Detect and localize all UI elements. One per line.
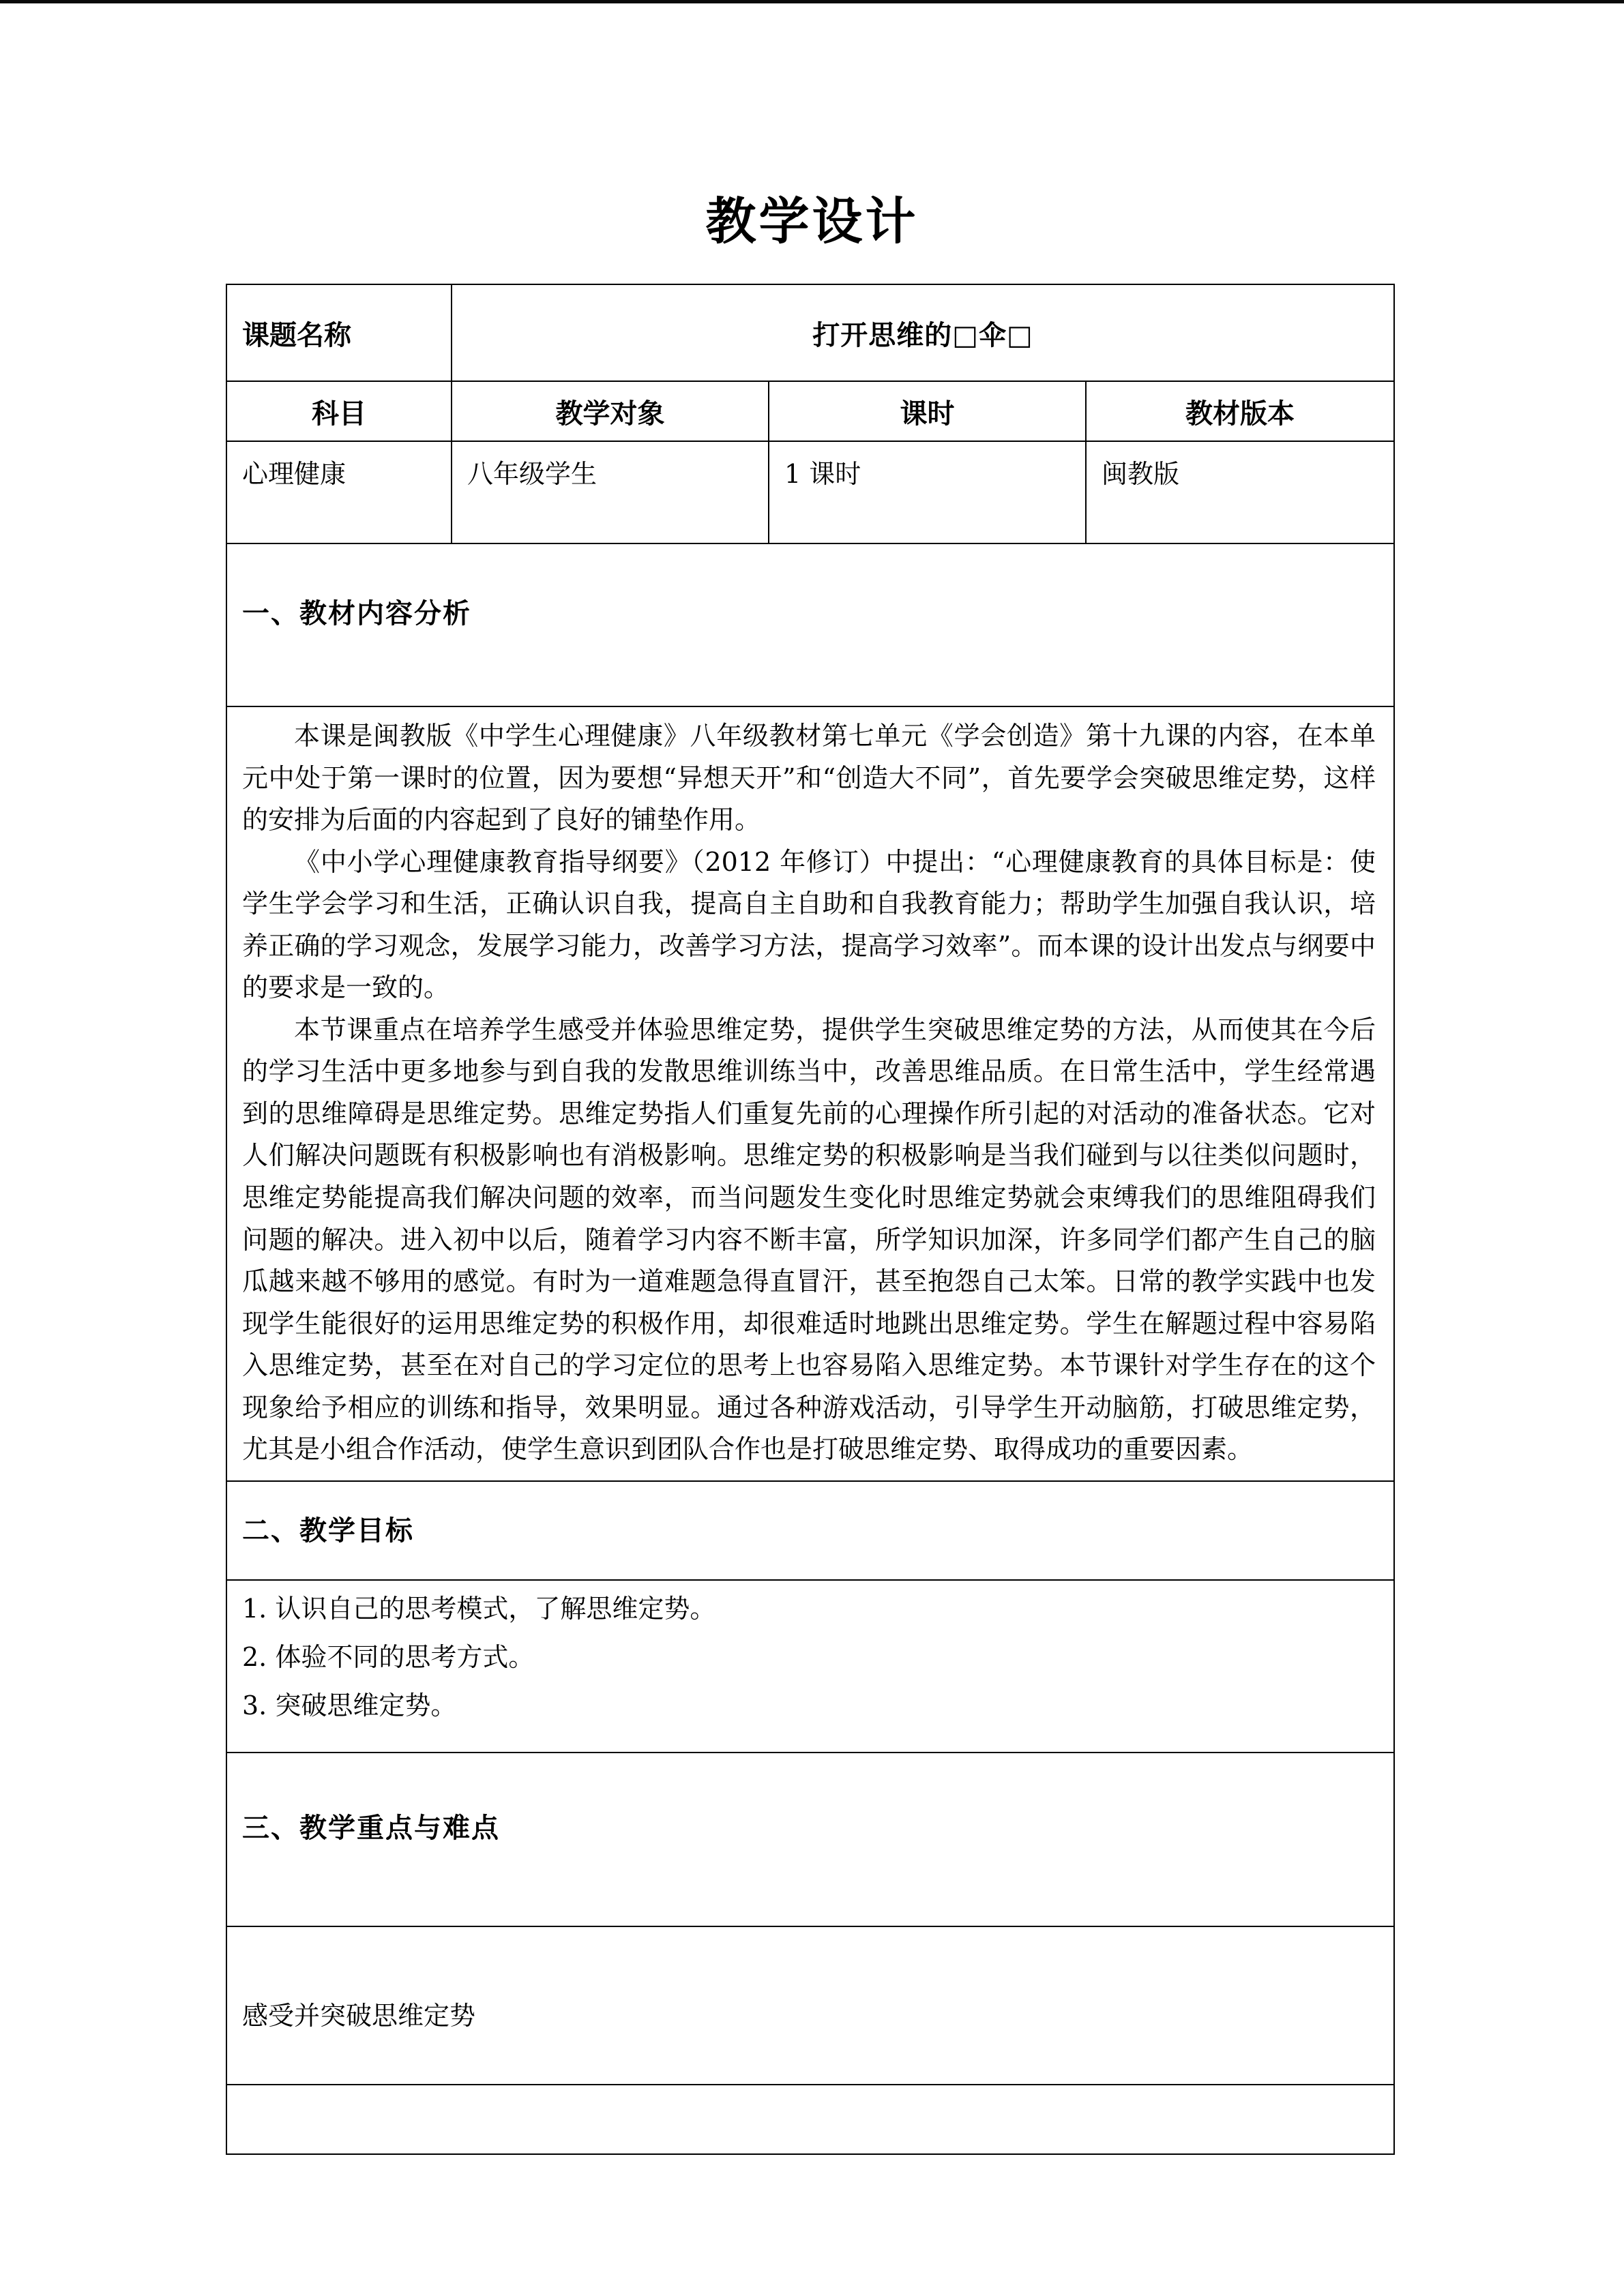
paragraph-3: 本节课重点在培养学生感受并体验思维定势，提供学生突破思维定势的方法，从而使其在今后的学习生活中更多地参与到自我的发散思维训练当中，改善思维品质。在日常生活中，学生经常遇到的思维障碍是思维定势。思维定势指人们重复先前的心理操作所引起的对活动的准备状态。它对人们解决问题既有积极影响也有消极影响。思维定势的积极影响是当我们碰到与以往类似问题时，思维定势能提高我们解决问题的效率，而当问题发生变化时思维定势就会束缚我们的思维阻碍我们问题的解决。进入初中以后，随着学习内容不断丰富，所学知识加深，许多同学们都产生自己的脑瓜越来越不够用的感觉。有时为一道难题急得直冒汗，甚至抱怨自己太笨。日常的教学实践中也发现学生能很好的运用思维定势的积极作用，却很难适时地跳出思维定势。学生在解题过程中容易陷入思维定势，甚至在对自己的学习定位的思考上也容易陷入思维定势。本节课针对学生存在的这个现象给予相应的训练和指导，效果明显。通过各种游戏活动，引导学生开动脑筋，打破思维定势，尤其是小组合作活动，使学生意识到团队合作也是打破思维定势、取得成功的重要因素。	[242, 1014, 1376, 1465]
goal-item-3: 3. 突破思维定势。	[242, 1690, 457, 1721]
section3-body-cell	[226, 1926, 1394, 2085]
table-row-topic	[226, 284, 1394, 381]
section3-heading-cell	[226, 1753, 1394, 1926]
table-row-section2-body	[226, 1580, 1394, 1753]
column-header-audience: 教学对象	[555, 397, 665, 430]
header-cell-audience	[452, 381, 769, 441]
header-cell-edition	[1086, 381, 1394, 441]
table-row-section1-heading	[226, 543, 1394, 706]
trailing-empty-space	[227, 2085, 1393, 2153]
section-heading-teaching-goals: 二、教学目标	[242, 1514, 414, 1547]
section1-body-cell	[226, 706, 1394, 1481]
section-body-material-analysis	[227, 707, 1393, 1480]
topic-label-cell	[226, 284, 452, 381]
table-row-values	[226, 441, 1394, 543]
paragraph-2: 《中小学心理健康教育指导纲要》（2012 年修订）中提出：“心理健康教育的具体目标是：使学生学会学习和生活，正确认识自我，提高自主自助和自我教育能力；帮助学生加强自我认识，培养正确的学习观念，发展学习能力，改善学习方法，提高学习效率”。而本课的设计出发点与纲要中的要求是一致的。	[242, 846, 1376, 1003]
table-row-section3-body	[226, 1926, 1394, 2085]
section-heading-key-points: 三、教学重点与难点	[242, 1812, 500, 1845]
topic-label: 课题名称	[242, 318, 351, 351]
section-body-teaching-goals	[227, 1581, 1393, 1752]
section2-body-cell	[226, 1580, 1394, 1753]
column-header-periods: 课时	[900, 397, 955, 430]
table-row-section2-heading	[226, 1481, 1394, 1580]
table-row-headers	[226, 381, 1394, 441]
goal-item-2: 2. 体验不同的思考方式。	[242, 1641, 535, 1672]
value-cell-subject	[226, 441, 452, 543]
table-row-section3-heading	[226, 1753, 1394, 1926]
column-header-subject: 科目	[312, 397, 366, 430]
table-row-trailing-empty	[226, 2085, 1394, 2154]
header-cell-subject	[226, 381, 452, 441]
lesson-plan-table	[226, 284, 1395, 2155]
section-heading-material-analysis: 一、教材内容分析	[242, 597, 471, 629]
trailing-empty-cell	[226, 2085, 1394, 2154]
topic-value-cell	[452, 284, 1394, 381]
value-subject: 心理健康	[242, 459, 346, 489]
value-edition: 闽教版	[1102, 459, 1180, 489]
header-cell-periods	[769, 381, 1086, 441]
value-audience: 八年级学生	[467, 459, 597, 489]
value-cell-audience	[452, 441, 769, 543]
section2-heading-cell	[226, 1481, 1394, 1580]
topic-value: 打开思维的□伞□	[812, 318, 1033, 351]
value-cell-periods	[769, 441, 1086, 543]
section-body-key-points: 感受并突破思维定势	[242, 2001, 476, 2031]
page-title: 教学设计	[705, 192, 919, 251]
table-row-section1-body	[226, 706, 1394, 1481]
goal-item-1: 1. 认识自己的思考模式，了解思维定势。	[242, 1593, 716, 1624]
column-header-edition: 教材版本	[1185, 397, 1295, 430]
value-periods: 1 课时	[784, 459, 861, 489]
section1-heading-cell	[226, 543, 1394, 706]
value-cell-edition	[1086, 441, 1394, 543]
paragraph-1: 本课是闽教版《中学生心理健康》八年级教材第七单元《学会创造》第十九课的内容，在本单元中处于第一课时的位置，因为要想“异想天开”和“创造大不同”，首先要学会突破思维定势，这样的安排为后面的内容起到了良好的铺垫作用。	[242, 721, 1376, 835]
